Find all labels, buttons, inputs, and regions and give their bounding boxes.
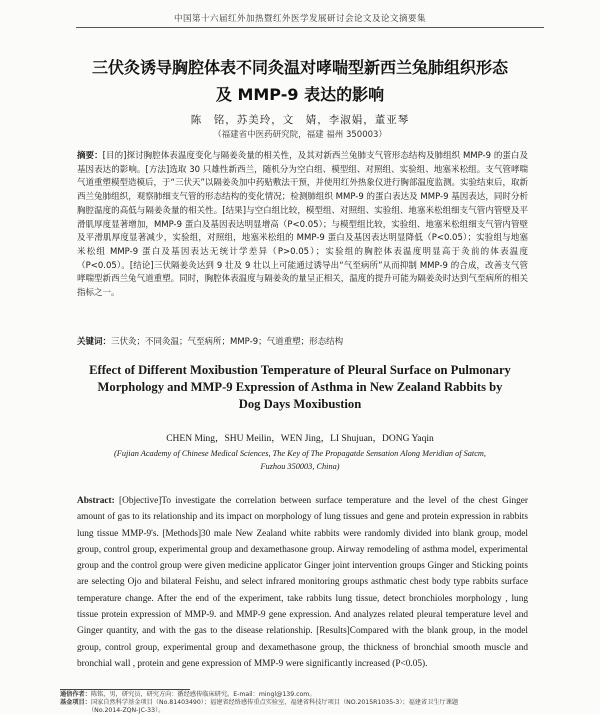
cn-title-line1: 三伏灸诱导胸腔体表不同灸温对哮喘型新西兰兔肺组织形态 — [91, 58, 508, 77]
footnote-fund — [60, 699, 540, 707]
en-affiliation-line1: (Fujian Academy of Chinese Medical Sciences, The Key of The Propagatde Sensation Along Meridian of Satcm, — [114, 449, 486, 458]
footnote-fund-cont: （No.2014-ZQN-JC-33）。 — [88, 707, 165, 714]
en-affiliation — [100, 447, 500, 473]
footnote-rule — [60, 689, 190, 690]
cn-authors: 陈 铭，苏美玲，文 婧，李淑娟，董亚琴 — [190, 114, 410, 126]
en-abstract-label: Abstract: — [77, 496, 115, 506]
cn-keywords — [77, 335, 528, 347]
footnote-author — [60, 691, 540, 699]
cn-title-line2: 及 MMP-9 表达的影响 — [215, 85, 385, 104]
en-abstract — [77, 493, 528, 672]
cn-keywords-label: 关键词： — [77, 337, 112, 347]
cn-abstract-label: 摘要： — [77, 151, 103, 161]
header-rule — [76, 27, 544, 28]
footnote-author-text: 陈铭，男，研究员，研究方向：循经感传临床研究。E-mail：mingl@139.com。 — [90, 691, 316, 698]
en-title-line2: Morphology and MMP-9 Expression of Asthma in New Zealand Rabbits by — [97, 380, 503, 394]
en-authors: CHEN Ming，SHU Meilin，WEN Jing，LI Shujuan，DONG Yaqin — [166, 434, 434, 444]
en-abstract-text: [Objective]To investigate the correlation between surface temperature and the level of the chest Ginger amount of gas to its relationship and its impact on morphology of lung tissues and gene and protein expression in rabbits lung tissue MMP-9's. [Methods]30 male New Zealand white rabbits were randomly divided into blank group, model group, control group, experimental group and dexamethasone group. Airway remodeling of asthma model, experimental group and the control group were given medicine applicator Ginger joint intervention groups Ginger and Sticking points are selecting Ojo and bilateral Feishu, and select infrared monitoring groups asthmatic chest body type rabbits surface temperature change. After the end of the experiment, take rabbits lung tissue, detect bronchioles morphology , lung tissue protein expression of MMP-9. and MMP-9 gene expression. And analyzes related pleural temperature level and Ginger quantity, and with the gas to the disease relationship. [Results]Compared with the blank group, in the model group, control group, experimental group and dexamethasone group, the thickness of bronchial smooth muscle and bronchial wall , protein and gene expression of MMP-9 were significantly increased (P<0.05). — [77, 496, 528, 669]
cn-affiliation: （福建省中医药研究院，福建 福州 350003） — [213, 130, 387, 140]
footnotes — [60, 691, 540, 715]
footnote-fund-label: 基金项目： — [60, 699, 91, 706]
cn-abstract — [77, 150, 528, 301]
footnote-author-label: 通信作者： — [60, 691, 91, 698]
en-title-line1: Effect of Different Moxibustion Temperature of Pleural Surface on Pulmonary — [89, 363, 511, 377]
en-title — [40, 362, 560, 413]
running-head: 中国第十六届红外加热暨红外医学发展研讨会论文及论文摘要集 — [173, 14, 426, 24]
cn-abstract-text: [目的]探讨胸腔体表温度变化与隔姜灸量的相关性，及其对新西兰兔肺支气管形态结构及肺组织 MMP-9 的蛋白及基因表达的影响。[方法]选取 30 只雄性新西兰，随机分为空白组、模型组、对照组、实验组、地塞米松组。支气管哮喘气道重塑模型造模后，于“三伏天”以隔姜灸加中药贴敷法干预，并使用红外热象仪进行胸部温度监测。实验结束后，取新西兰兔肺组织，观察肺细支气管的形态结构的变化情况；检测肺组织 MMP-9 的蛋白表达及 MMP-9 基因表达，同时分析胸腔温度的高低与隔姜灸量的相关性。[结果]与空白组比较，模型组、对照组、实验组、地塞米松组细支气管内管壁及平滑肌厚度显著增加，MMP-9 蛋白及基因表达明显增高（P<0.05）；与模型组比较，实验组、地塞米松组细支气管内管壁及平滑肌厚度显著减少，实验组，对照组，地塞米松组的 MMP-9 蛋白及基因表达明显降低（P<0.05）；实验组与地塞米松组 MMP-9 蛋白及基因表达无统计学差异（P>0.05）；实验组的胸腔体表温度明显高于灸前的体表温度（P<0.05）。[结论]三伏隔姜灸达到 9 壮及 9 壮以上可能通过诱导出“气至病所”从而抑制 MMP-9 的合成，改善支气管哮喘型新西兰兔气道重塑。同时，胸腔体表温度与隔姜灸的量呈正相关，温度的提升可能为隔姜灸时达到气至病所的相关指标之一。 — [77, 151, 528, 299]
en-title-line3: Dog Days Moxibustion — [238, 397, 362, 411]
cn-keywords-text: 三伏灸；不同灸温；气至病所；MMP-9；气道重塑；形态结构 — [111, 337, 344, 347]
en-affiliation-line2: Fuzhou 350003, China) — [260, 462, 340, 471]
footnote-fund-text: 国家自然科学基金项目（No.81403490）；福建省经络感传重点实验室，福建省科技厅项目（NO.2015R1035-3）；福建省卫生厅课题 — [90, 699, 459, 706]
